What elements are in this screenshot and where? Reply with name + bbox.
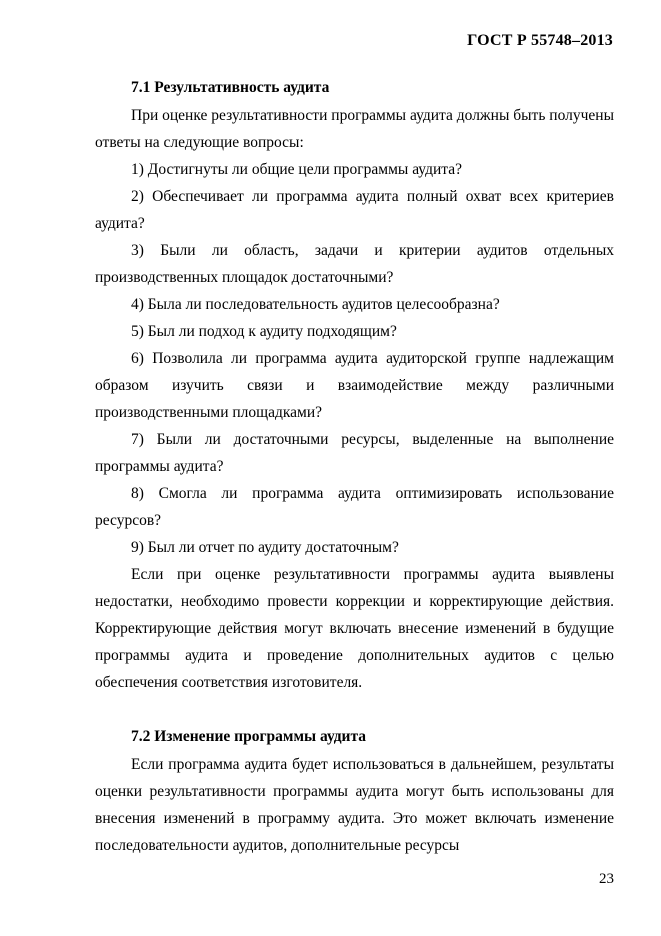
paragraph-body: Если программа аудита будет использоваться в дальнейшем, результаты оценки результативности программы аудита могут быть использованы для внесения изменений в программу аудита. Это может включать изменение последовательности аудитов, дополнительные ресурсы xyxy=(95,756,614,854)
list-item-3: 3) Были ли область, задачи и критерии аудитов отдельных производственных площадок достаточными? xyxy=(95,242,614,286)
section-program-change xyxy=(95,723,614,859)
list-item-7: 7) Были ли достаточными ресурсы, выделенные на выполнение программы аудита? xyxy=(95,431,614,475)
list-item-2: 2) Обеспечивает ли программа аудита полный охват всех критериев аудита? xyxy=(95,188,614,232)
list-item-1: 1) Достигнуты ли общие цели программы аудита? xyxy=(131,161,462,178)
page-number: 23 xyxy=(599,871,614,887)
list-item-6: 6) Позволила ли программа аудита аудиторской группе надлежащим образом изучить связи и взаимодействие между различными производственными площадками? xyxy=(95,350,614,421)
list-item-8: 8) Смогла ли программа аудита оптимизировать использование ресурсов? xyxy=(95,485,614,529)
section-results xyxy=(95,74,614,696)
paragraph-conclusion: Если при оценке результативности программы аудита выявлены недостатки, необходимо провести коррекции и корректирующие действия. Корректирующие действия могут включать внесение изменений в будущие программы аудита и проведение дополнительных аудитов с целью обеспечения соответствия изготовителя. xyxy=(95,566,614,691)
list-item-5: 5) Был ли подход к аудиту подходящим? xyxy=(131,323,397,340)
list-item-9: 9) Был ли отчет по аудиту достаточным? xyxy=(131,539,399,556)
document-header: ГОСТ Р 55748–2013 xyxy=(467,32,613,49)
document-body xyxy=(95,74,614,859)
list-item-4: 4) Была ли последовательность аудитов целесообразна? xyxy=(131,296,500,313)
section-heading: 7.1 Результативность аудита xyxy=(131,79,330,96)
paragraph-intro: При оценке результативности программы аудита должны быть получены ответы на следующие вопросы: xyxy=(95,107,614,151)
section-heading: 7.2 Изменение программы аудита xyxy=(131,728,367,745)
